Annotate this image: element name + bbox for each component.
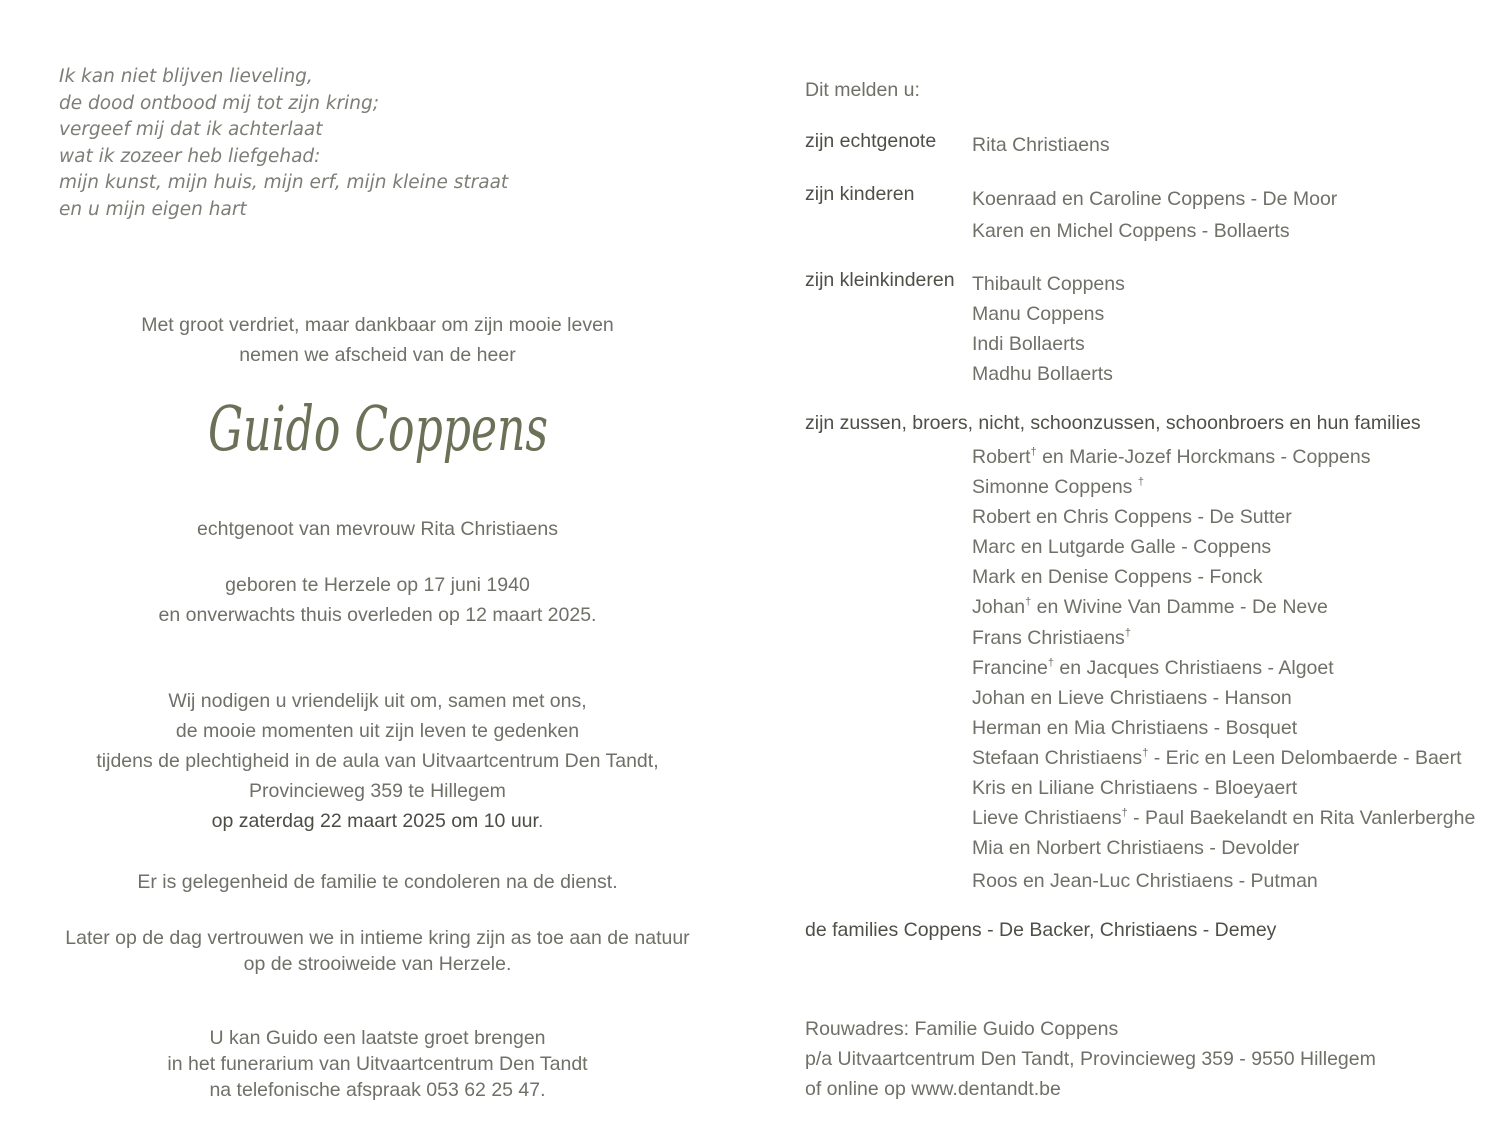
list-item: Mark en Denise Coppens - Fonck bbox=[972, 566, 1263, 589]
spouse-name: Rita Christiaens bbox=[972, 134, 1110, 156]
spouse-line: echtgenoot van mevrouw Rita Christiaens bbox=[197, 518, 558, 540]
birth-death-dates bbox=[40, 570, 715, 630]
announce-heading: Dit melden u: bbox=[805, 79, 920, 101]
list-item: Karen en Michel Coppens - Bollaerts bbox=[972, 220, 1290, 242]
visit-text bbox=[40, 1025, 715, 1103]
list-item: Mia en Norbert Christiaens - Devolder bbox=[972, 837, 1300, 860]
list-item: Francine† en Jacques Christiaens - Algoet bbox=[972, 656, 1334, 679]
ashes-line: Later op de dag vertrouwen we in intieme kring zijn as toe aan de natuur bbox=[65, 927, 690, 949]
list-item: Roos en Jean-Luc Christiaens - Putman bbox=[972, 870, 1318, 893]
address-line: p/a Uitvaartcentrum Den Tandt, Provincieweg 359 - 9550 Hillegem bbox=[805, 1048, 1376, 1070]
invite-line: tijdens de plechtigheid in de aula van Uitvaartcentrum Den Tandt, bbox=[96, 750, 659, 772]
list-item: Robert† en Marie-Jozef Horckmans - Coppens bbox=[972, 446, 1371, 468]
poem-line: wat ik zozeer heb liefgehad: bbox=[59, 145, 321, 167]
grandchildren-list bbox=[972, 269, 1125, 389]
ceremony-date bbox=[40, 806, 715, 836]
families-line: de families Coppens - De Backer, Christiaens - Demey bbox=[805, 919, 1277, 941]
list-item: Koenraad en Caroline Coppens - De Moor bbox=[972, 188, 1338, 210]
grandchildren-label: zijn kleinkinderen bbox=[805, 269, 955, 291]
ashes-text bbox=[40, 925, 715, 977]
intro-line: Met groot verdriet, maar dankbaar om zijn mooie leven bbox=[141, 314, 614, 336]
siblings-label: zijn zussen, broers, nicht, schoonzussen, schoonbroers en hun families bbox=[805, 412, 1421, 434]
list-item: Indi Bollaerts bbox=[972, 333, 1085, 355]
list-item: Manu Coppens bbox=[972, 303, 1105, 325]
invite-line: Provincieweg 359 te Hillegem bbox=[249, 780, 506, 802]
list-item: Madhu Bollaerts bbox=[972, 363, 1113, 385]
list-item: Johan en Lieve Christiaens - Hanson bbox=[972, 686, 1292, 709]
visit-line: na telefonische afspraak 053 62 25 47. bbox=[209, 1079, 546, 1101]
condolence-text: Er is gelegenheid de familie te condoleren na de dienst. bbox=[137, 871, 618, 893]
deceased-name-script bbox=[198, 378, 558, 488]
ashes-line: op de strooiweide van Herzele. bbox=[243, 953, 512, 975]
intro-text bbox=[40, 310, 715, 370]
born-line: geboren te Herzele op 17 juni 1940 bbox=[225, 574, 530, 596]
list-item: Robert en Chris Coppens - De Sutter bbox=[972, 506, 1292, 529]
poem-line: de dood ontbood mij tot zijn kring; bbox=[59, 92, 379, 114]
list-item: Frans Christiaens† bbox=[972, 626, 1131, 649]
poem-line: mijn kunst, mijn huis, mijn erf, mijn kleine straat bbox=[59, 172, 509, 194]
siblings-list bbox=[972, 442, 1475, 896]
mourning-address bbox=[805, 1014, 1376, 1104]
deceased-name bbox=[40, 378, 715, 488]
list-item: Lieve Christiaens† - Paul Baekelandt en Rita Vanlerberghe bbox=[972, 807, 1476, 830]
poem-line: vergeef mij dat ik achterlaat bbox=[59, 119, 323, 141]
visit-line: U kan Guido een laatste groet brengen bbox=[209, 1027, 546, 1049]
poem-line: Ik kan niet blijven lieveling, bbox=[59, 66, 313, 87]
ceremony-invitation bbox=[40, 686, 715, 836]
address-line: of online op www.dentandt.be bbox=[805, 1078, 1061, 1100]
list-item: Johan† en Wivine Van Damme - De Neve bbox=[972, 596, 1328, 619]
children-list bbox=[972, 183, 1337, 247]
ceremony-date-bold: op zaterdag 22 maart 2025 om 10 uur bbox=[211, 810, 538, 832]
died-line: en onverwachts thuis overleden op 12 maart 2025. bbox=[158, 604, 597, 626]
poem-line: en u mijn eigen hart bbox=[59, 198, 247, 220]
list-item: Thibault Coppens bbox=[972, 273, 1125, 295]
list-item: Herman en Mia Christiaens - Bosquet bbox=[972, 716, 1298, 739]
intro-line: nemen we afscheid van de heer bbox=[239, 344, 516, 366]
ceremony-date-end: . bbox=[537, 810, 544, 832]
list-item: Stefaan Christiaens† - Eric en Leen Delombaerde - Baert bbox=[972, 746, 1462, 769]
list-item: Simonne Coppens † bbox=[972, 476, 1144, 499]
spouse-label: zijn echtgenote bbox=[805, 130, 937, 152]
invite-line: Wij nodigen u vriendelijk uit om, samen met ons, bbox=[168, 690, 587, 712]
invite-line: de mooie momenten uit zijn leven te gedenken bbox=[175, 720, 580, 742]
deceased-name-text: Guido Coppens bbox=[207, 392, 548, 465]
children-label: zijn kinderen bbox=[805, 183, 915, 205]
list-item: Kris en Liliane Christiaens - Bloeyaert bbox=[972, 777, 1298, 800]
list-item: Marc en Lutgarde Galle - Coppens bbox=[972, 536, 1272, 559]
address-line: Rouwadres: Familie Guido Coppens bbox=[805, 1018, 1119, 1040]
visit-line: in het funerarium van Uitvaartcentrum Den Tandt bbox=[167, 1053, 588, 1075]
poem bbox=[59, 64, 508, 224]
